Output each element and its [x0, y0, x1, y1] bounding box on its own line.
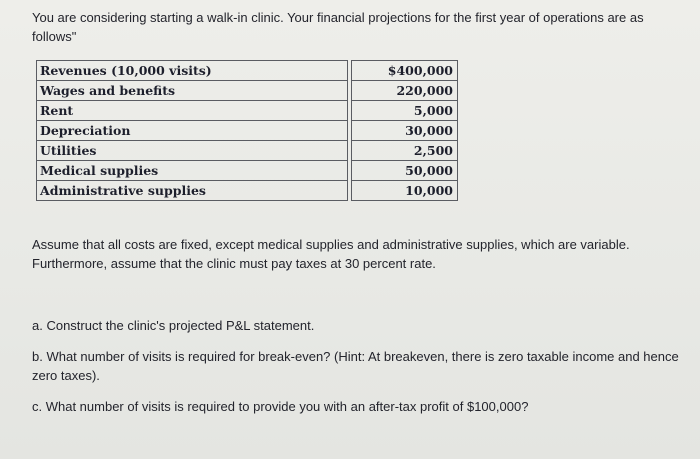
table-row [37, 161, 458, 181]
row-label: Administrative supplies [37, 181, 348, 201]
table-row [37, 81, 458, 101]
table-row [37, 141, 458, 161]
row-value: 5,000 [352, 101, 458, 121]
row-value: 30,000 [352, 121, 458, 141]
row-value: 10,000 [352, 181, 458, 201]
question-c: c. What number of visits is required to provide you with an after-tax profit of $100,000? [32, 399, 529, 414]
table-row [37, 121, 458, 141]
row-value: 2,500 [352, 141, 458, 161]
table-row [37, 101, 458, 121]
row-label: Revenues (10,000 visits) [37, 61, 348, 81]
intro-text: You are considering starting a walk-in clinic. Your financial projections for the first year of operations are as follows" [32, 10, 644, 44]
row-value: $400,000 [352, 61, 458, 81]
table-row [37, 181, 458, 201]
assumptions-text: Assume that all costs are fixed, except medical supplies and administrative supplies, which are variable. Furthermore, assume that the clinic must pay taxes at 30 percent rate. [32, 237, 630, 271]
row-value: 50,000 [352, 161, 458, 181]
financial-projections-table [36, 60, 458, 201]
row-label: Wages and benefits [37, 81, 348, 101]
row-label: Medical supplies [37, 161, 348, 181]
question-b: b. What number of visits is required for break-even? (Hint: At breakeven, there is zero taxable income and hence zero taxes). [32, 349, 679, 383]
row-label: Utilities [37, 141, 348, 161]
table-row [37, 61, 458, 81]
row-label: Depreciation [37, 121, 348, 141]
row-label: Rent [37, 101, 348, 121]
row-value: 220,000 [352, 81, 458, 101]
question-a: a. Construct the clinic's projected P&L statement. [32, 318, 315, 333]
